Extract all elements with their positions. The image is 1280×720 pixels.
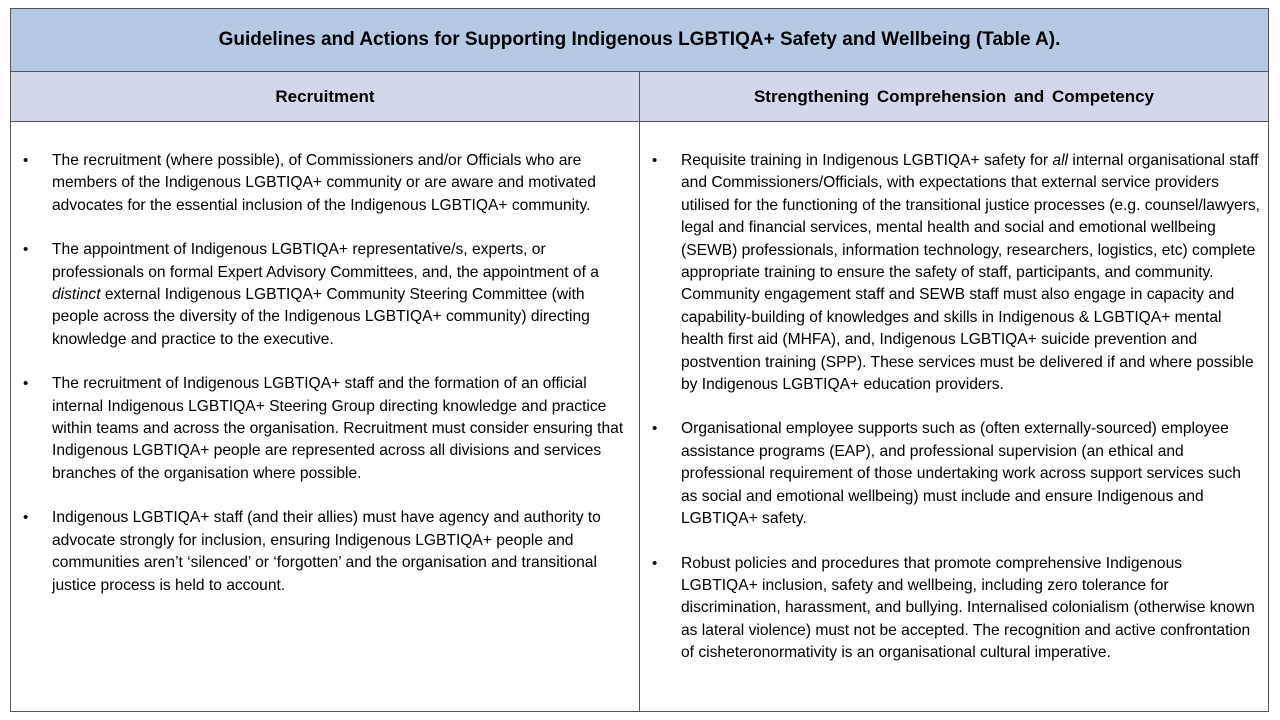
list-item: • Robust policies and procedures that promote comprehensive Indigenous LGBTIQA+ inclusion, safety and wellbeing, including zero tolerance for discrimination, harassment, and bullying. Internalised colonialism (otherwise known as lateral violence) must not be accepted. The recognition and active confrontation of cisheteronormativity is an organisational cultural imperative.: [652, 553, 1260, 665]
table-title: Guidelines and Actions for Supporting Indigenous LGBTIQA+ Safety and Wellbeing (Table A).: [11, 9, 1268, 72]
recruitment-list: [23, 150, 631, 597]
list-item: • Organisational employee supports such as (often externally-sourced) employee assistance programs (EAP), and professional supervision (an ethical and professional requirement of those undertaking work across support services such as social and emotional wellbeing) must include and ensure Indigenous and LGBTIQA+ safety.: [652, 418, 1260, 530]
strengthening-comprehension-cell: [640, 122, 1268, 711]
column-header-recruitment: Recruitment: [11, 72, 640, 121]
strengthening-comprehension-list: [652, 150, 1260, 665]
list-item: • The recruitment (where possible), of Commissioners and/or Officials who are members of the Indigenous LGBTIQA+ community or are aware and motivated advocates for the essential inclusion of the Indigenous LGBTIQA+ community.: [23, 150, 631, 217]
list-item: • Requisite training in Indigenous LGBTIQA+ safety for all internal organisational staff and Commissioners/Officials, with expectations that external service providers utilised for the functioning of the transitional justice processes (e.g. counsel/lawyers, legal and financial services, mental health and social and emotional wellbeing (SEWB) professionals, information technology, researchers, logistics, etc) complete appropriate training to ensure the safety of staff, participants, and community. Community engagement staff and SEWB staff must also engage in capacity and capability-building of knowledges and skills in Indigenous & LGBTIQA+ mental health first aid (MHFA), and, Indigenous LGBTIQA+ suicide prevention and postvention training (SPP). These services must be delivered if and where possible by Indigenous LGBTIQA+ education providers.: [652, 150, 1260, 396]
column-header-strengthening-comprehension: Strengthening Comprehension and Competency: [753, 86, 1155, 106]
list-item: • The recruitment of Indigenous LGBTIQA+ staff and the formation of an official internal Indigenous LGBTIQA+ Steering Group directing knowledge and practice within teams and across the organisation. Recruitment must consider ensuring that Indigenous LGBTIQA+ people are represented across all divisions and services branches of the organisation where possible.: [23, 373, 631, 485]
list-item: • The appointment of Indigenous LGBTIQA+ representative/s, experts, or professionals on formal Expert Advisory Committees, and, the appointment of a distinct external Indigenous LGBTIQA+ Community Steering Committee (with people across the diversity of the Indigenous LGBTIQA+ community) directing knowledge and practice to the executive.: [23, 239, 631, 351]
recruitment-cell: [11, 122, 640, 711]
table-body-row: [11, 122, 1268, 711]
table-header-row: [11, 72, 1268, 122]
list-item: • Indigenous LGBTIQA+ staff (and their allies) must have agency and authority to advocate strongly for inclusion, ensuring Indigenous LGBTIQA+ people and communities aren’t ‘silenced’ or ‘forgotten’ and the organisation and transitional justice process is held to account.: [23, 507, 631, 597]
guidelines-table: [10, 8, 1269, 712]
